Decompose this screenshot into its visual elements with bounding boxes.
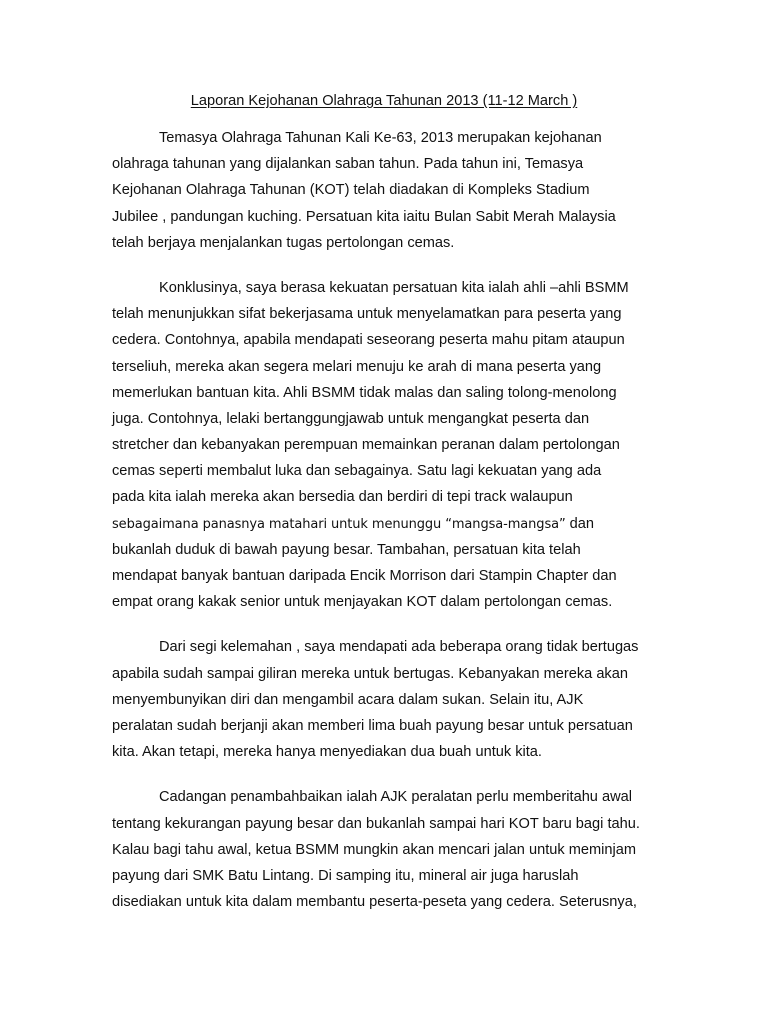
paragraph-line: disediakan untuk kita dalam membantu peserta-peseta yang cedera. Seterusnya, bbox=[112, 894, 637, 911]
paragraph-line: telah berjaya menjalankan tugas pertolongan cemas. bbox=[112, 234, 455, 251]
document-title: Laporan Kejohanan Olahraga Tahunan 2013 (11-12 March ) bbox=[190, 93, 578, 109]
paragraph-line: juga. Contohnya, lelaki bertanggungjawab untuk mengangkat peserta dan bbox=[112, 410, 590, 427]
paragraph-line: Cadangan penambahbaikan ialah AJK peralatan perlu memberitahu awal bbox=[159, 789, 632, 806]
alt-font-text: sebagaimana panasnya matahari untuk menunggu “mangsa-mangsa” bbox=[112, 516, 566, 532]
paragraph-line: peralatan sudah berjanji akan memberi lima buah payung besar untuk persatuan bbox=[112, 717, 633, 734]
paragraph-line: Kejohanan Olahraga Tahunan (KOT) telah diadakan di Kompleks Stadium bbox=[112, 182, 590, 199]
paragraph-line: memerlukan bantuan kita. Ahli BSMM tidak malas dan saling tolong-menolong bbox=[112, 384, 617, 401]
paragraph-line: cemas seperti membalut luka dan sebagainya. Satu lagi kekuatan yang ada bbox=[112, 463, 602, 480]
paragraph-line: olahraga tahunan yang dijalankan saban tahun. Pada tahun ini, Temasya bbox=[112, 156, 584, 173]
paragraph-line: tentang kekurangan payung besar dan bukanlah sampai hari KOT baru bagi tahu. bbox=[112, 815, 640, 832]
paragraph-line: Kalau bagi tahu awal, ketua BSMM mungkin akan mencari jalan untuk meminjam bbox=[112, 841, 637, 858]
paragraph-line: apabila sudah sampai giliran mereka untuk bertugas. Kebanyakan mereka akan bbox=[112, 665, 628, 682]
paragraph-line: Konklusinya, saya berasa kekuatan persatuan kita ialah ahli –ahli BSMM bbox=[159, 279, 629, 296]
paragraph-line: mendapat banyak bantuan daripada Encik Morrison dari Stampin Chapter dan bbox=[112, 568, 617, 584]
paragraph-3 bbox=[112, 634, 672, 765]
paragraph-line: pada kita ialah mereka akan bersedia dan berdiri di tepi track walaupun bbox=[112, 489, 573, 506]
paragraph-line-mixed-font bbox=[112, 511, 672, 537]
paragraph-line: empat orang kakak senior untuk menjayakan KOT dalam pertolongan cemas. bbox=[112, 594, 613, 611]
paragraph-2 bbox=[112, 275, 672, 615]
document-body bbox=[112, 125, 672, 934]
line-tail-text: dan bbox=[565, 515, 595, 532]
paragraph-line: Temasya Olahraga Tahunan Kali Ke-63, 2013 merupakan kejohanan bbox=[159, 130, 602, 146]
paragraph-line: stretcher dan kebanyakan perempuan memainkan peranan dalam pertolongan bbox=[112, 437, 620, 454]
paragraph-line: bukanlah duduk di bawah payung besar. Tambahan, persatuan kita telah bbox=[112, 541, 581, 558]
paragraph-1 bbox=[112, 125, 672, 256]
paragraph-line: Jubilee , pandungan kuching. Persatuan kita iaitu Bulan Sabit Merah Malaysia bbox=[112, 208, 616, 225]
paragraph-line: Dari segi kelemahan , saya mendapati ada beberapa orang tidak bertugas bbox=[159, 639, 639, 656]
paragraph-4 bbox=[112, 784, 672, 915]
paragraph-line: menyembunyikan diri dan mengambil acara dalam sukan. Selain itu, AJK bbox=[112, 691, 584, 708]
paragraph-line: telah menunjukkan sifat bekerjasama untuk menyelamatkan para peserta yang bbox=[112, 306, 622, 323]
paragraph-line: cedera. Contohnya, apabila mendapati seseorang peserta mahu pitam ataupun bbox=[112, 332, 625, 349]
paragraph-line: payung dari SMK Batu Lintang. Di samping itu, mineral air juga haruslah bbox=[112, 867, 579, 884]
paragraph-line: kita. Akan tetapi, mereka hanya menyediakan dua buah untuk kita. bbox=[112, 744, 542, 761]
paragraph-line: terseliuh, mereka akan segera melari menuju ke arah di mana peserta yang bbox=[112, 358, 602, 375]
